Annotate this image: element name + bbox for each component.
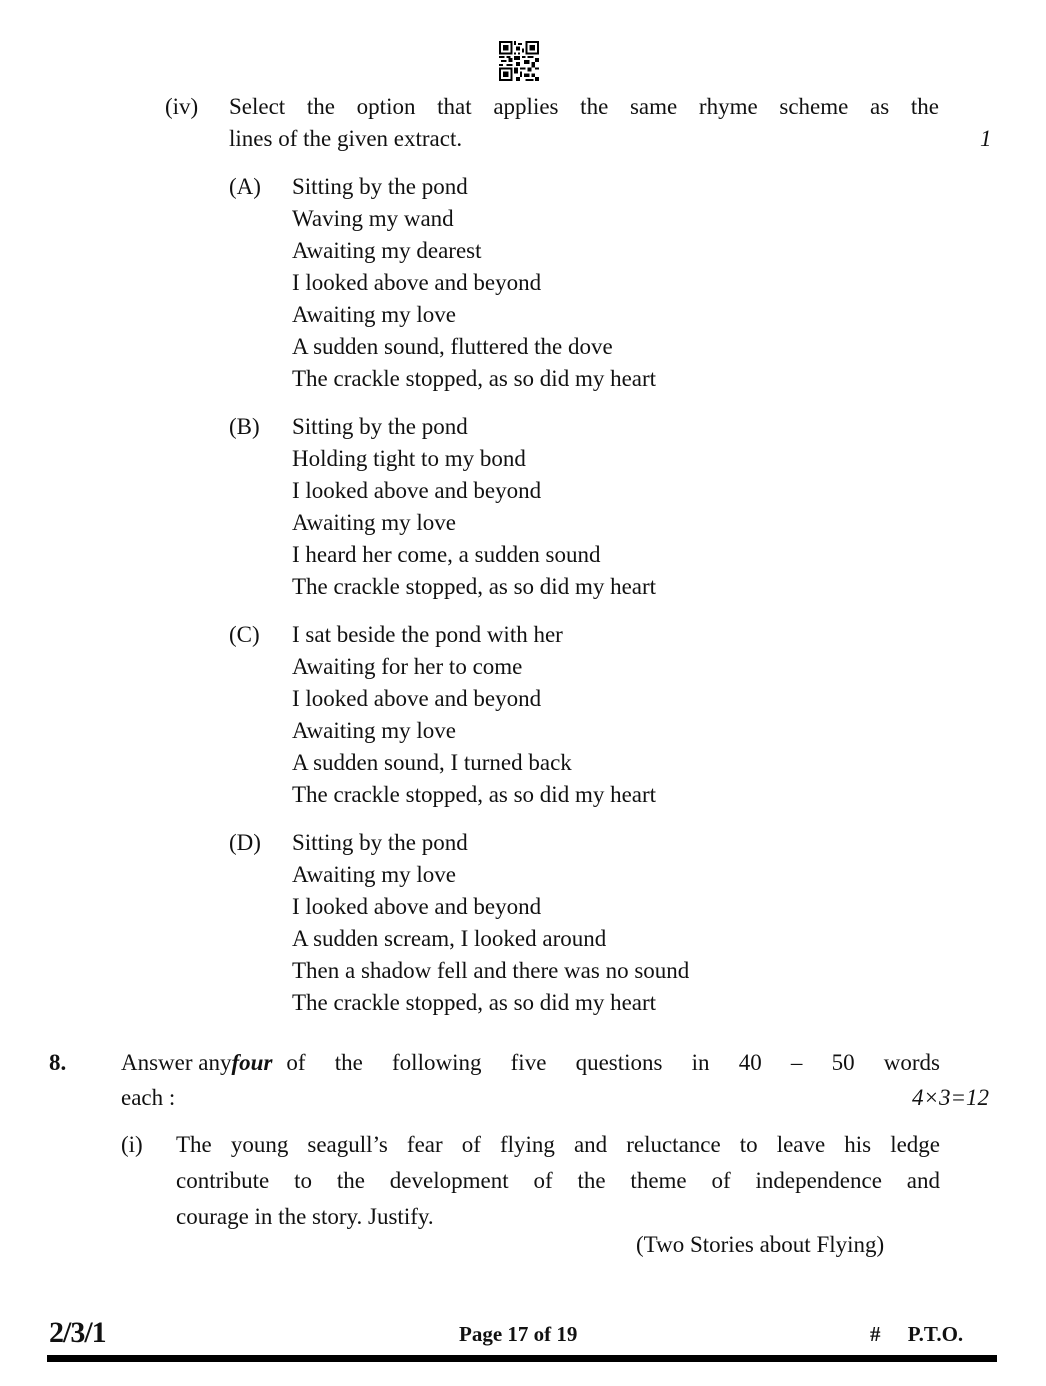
poem-line: I sat beside the pond with her [292, 622, 563, 647]
footer-divider [47, 1355, 997, 1362]
option-label: (A) [229, 174, 261, 199]
poem-line: Awaiting my love [292, 510, 456, 535]
qr-code-icon [498, 41, 540, 81]
poem-line: The crackle stopped, as so did my heart [292, 366, 657, 391]
poem-line: I looked above and beyond [292, 478, 542, 503]
poem-line: Then a shadow fell and there was no sound [292, 958, 690, 983]
poem-line: Awaiting my love [292, 862, 456, 887]
poem-line: I looked above and beyond [292, 270, 542, 295]
poem-line: I looked above and beyond [292, 686, 542, 711]
question-number: 8. [49, 1050, 67, 1075]
poem-line: A sudden sound, I turned back [292, 750, 572, 775]
question-text-line [121, 1047, 940, 1079]
question-number: (iv) [165, 94, 199, 119]
sub-question-line: courage in the story. Justify. [176, 1204, 434, 1229]
source-reference: (Two Stories about Flying) [636, 1232, 885, 1257]
poem-line: Awaiting for her to come [292, 654, 523, 679]
poem-line: A sudden scream, I looked around [292, 926, 607, 951]
footer-right [870, 1322, 963, 1347]
question-text-before: Answer any [121, 1050, 232, 1075]
sub-question-line: contribute to the development of the theme of independence and [176, 1168, 940, 1193]
poem-line: Awaiting my love [292, 302, 456, 327]
marks-label: 1 [980, 126, 992, 151]
poem-line: Waving my wand [292, 206, 454, 231]
poem-line: I looked above and beyond [292, 894, 542, 919]
question-text-line: each : [121, 1085, 176, 1110]
question-text-line: Select the option that applies the same rhyme scheme as the [229, 94, 939, 119]
marks-label: 4×3=12 [912, 1085, 990, 1110]
poem-line: Holding tight to my bond [292, 446, 526, 471]
poem-line: I heard her come, a sudden sound [292, 542, 601, 567]
sub-question-line: The young seagull’s fear of flying and reluctance to leave his ledge [176, 1132, 940, 1157]
page-number: Page 17 of 19 [459, 1322, 578, 1346]
option-label: (D) [229, 830, 261, 855]
question-text-line: lines of the given extract. [229, 126, 463, 151]
sub-question-number: (i) [121, 1132, 143, 1157]
poem-line: Sitting by the pond [292, 414, 468, 439]
question-text-after: of the following five questions in 40 – 50 words [286, 1050, 940, 1075]
question-emphasis: four [231, 1050, 273, 1075]
poem-line: Awaiting my love [292, 718, 456, 743]
poem-line: Awaiting my dearest [292, 238, 482, 263]
hash-symbol: # [870, 1322, 881, 1346]
poem-line: The crackle stopped, as so did my heart [292, 574, 657, 599]
poem-line: A sudden sound, fluttered the dove [292, 334, 613, 359]
poem-line: The crackle stopped, as so did my heart [292, 990, 657, 1015]
option-label: (C) [229, 622, 260, 647]
poem-line: Sitting by the pond [292, 830, 468, 855]
pto-label: P.T.O. [907, 1322, 964, 1346]
poem-line: The crackle stopped, as so did my heart [292, 782, 657, 807]
poem-line: Sitting by the pond [292, 174, 468, 199]
paper-code: 2/3/1 [49, 1316, 106, 1349]
option-label: (B) [229, 414, 260, 439]
